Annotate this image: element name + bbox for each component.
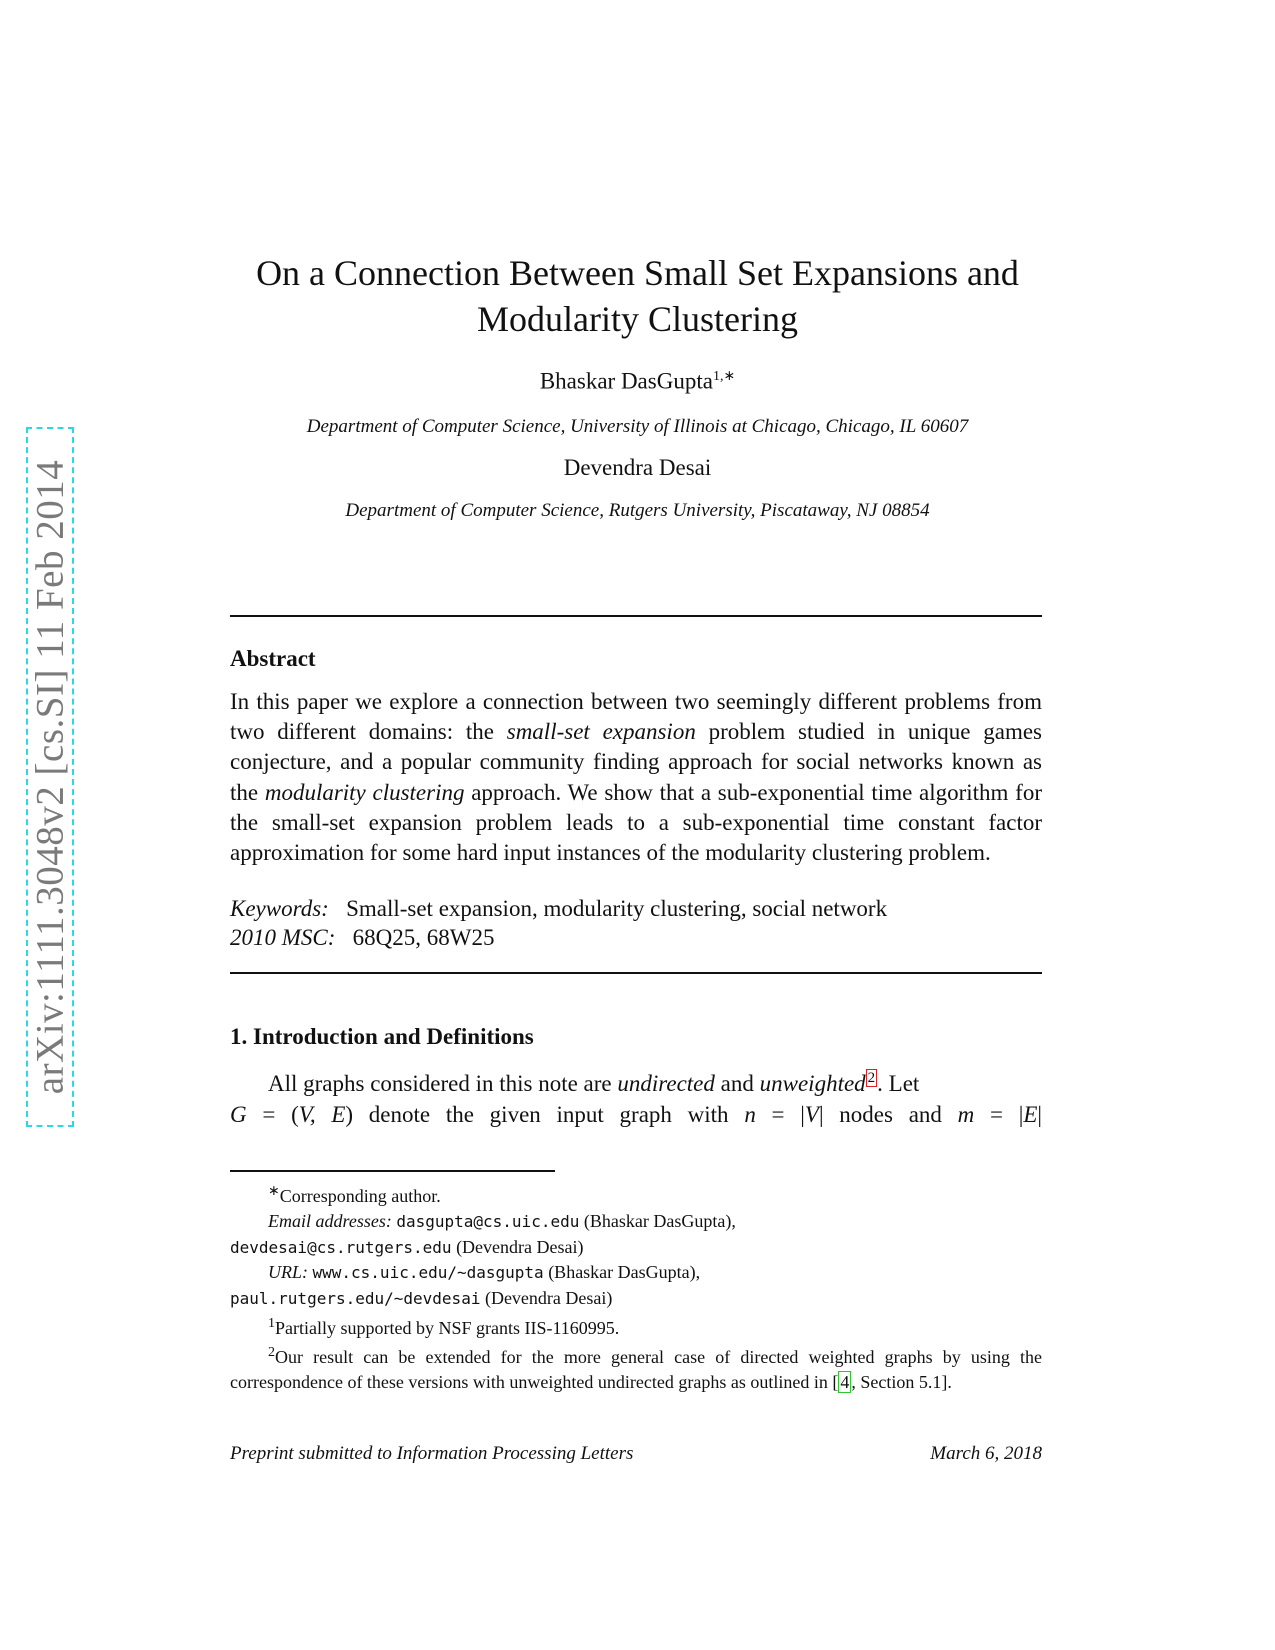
url-1-owner: (Bhaskar DasGupta),	[543, 1262, 701, 1283]
intro-emph-unweighted: unweighted	[759, 1071, 866, 1096]
math-m: m	[957, 1101, 975, 1127]
math-eq-2: = |	[755, 1101, 805, 1127]
footnote-2-mark: 2	[268, 1344, 275, 1360]
page-footer	[230, 1443, 1042, 1465]
intro-text-1: All graphs considered in this note are	[268, 1071, 618, 1096]
footnote-corresponding	[230, 1180, 1042, 1209]
keywords-label: Keywords:	[230, 896, 329, 921]
msc	[230, 925, 1042, 951]
keywords	[230, 896, 1042, 922]
math-V: V	[804, 1101, 819, 1127]
arxiv-identifier: arXiv:1111.3048v2 [cs.SI] 11 Feb 2014	[28, 459, 72, 1095]
intro-text-3: . Let	[877, 1071, 920, 1096]
author-2-affiliation: Department of Computer Science, Rutgers University, Piscataway, NJ 08854	[345, 500, 930, 521]
paper-title	[230, 250, 1045, 342]
abstract-text-3: approach. We show that a sub-exponential time algorithm for the small-set expansion problem leads to a sub-exponential time constant factor approximation for some hard input instances of the modularity clustering problem.	[230, 779, 1042, 866]
url-link-1[interactable]: www.cs.uic.edu/~dasgupta	[312, 1263, 544, 1283]
footnote-1	[230, 1312, 1042, 1341]
footer-date: March 6, 2018	[930, 1443, 1042, 1464]
url-2-owner: (Devendra Desai)	[480, 1288, 613, 1309]
math-E: E	[1023, 1101, 1038, 1127]
abstract-heading: Abstract	[230, 646, 316, 671]
email-1-owner: (Bhaskar DasGupta),	[579, 1210, 736, 1231]
footer-journal: Preprint submitted to Information Processing Letters	[230, 1443, 634, 1464]
footnotes	[230, 1180, 1042, 1394]
citation-4-link[interactable]: 4	[840, 1371, 850, 1392]
math-G: G	[230, 1101, 247, 1127]
footnote-emails-cont	[230, 1235, 1042, 1261]
intro-paragraph	[230, 1069, 1042, 1130]
intro-line-1	[230, 1069, 1042, 1100]
author-1-marks: 1,∗	[712, 369, 736, 384]
footnote-corr-text: Corresponding author.	[279, 1186, 441, 1206]
footnote-urls	[230, 1260, 1042, 1286]
author-2	[230, 455, 1045, 481]
footnote-2-text-end: , Section 5.1].	[851, 1371, 952, 1392]
math-eq-1: = (	[246, 1101, 299, 1127]
abstract-text	[230, 687, 1042, 868]
title-line-1: On a Connection Between Small Set Expansions and	[256, 253, 1019, 293]
abstract-text-2: problem studied in unique games conjecture, and a popular community finding approach for social networks known as the	[230, 719, 1042, 805]
author-1-affiliation: Department of Computer Science, University of Illinois at Chicago, Chicago, IL 60607	[306, 416, 969, 437]
footnote-1-mark: 1	[268, 1315, 275, 1331]
email-link-2[interactable]: devdesai@cs.rutgers.edu	[230, 1237, 452, 1257]
author-1	[230, 368, 1045, 395]
email-link-1[interactable]: dasgupta@cs.uic.edu	[396, 1211, 580, 1231]
footnote-corr-mark: ∗	[268, 1184, 280, 1199]
intro-text-2: and	[714, 1071, 760, 1096]
math-eq-3: = |	[974, 1101, 1024, 1127]
footnote-2	[230, 1341, 1042, 1395]
footnote-1-text: Partially supported by NSF grants IIS-1160995.	[275, 1317, 620, 1338]
section-heading: 1. Introduction and Definitions	[230, 1024, 534, 1049]
url-link-2[interactable]: paul.rutgers.edu/~devdesai	[230, 1289, 481, 1309]
intro-text-4: ) denote the given input graph with	[345, 1101, 745, 1127]
author-1-name: Bhaskar DasGupta	[539, 368, 713, 394]
url-label: URL:	[268, 1262, 308, 1283]
abstract-text-1: In this paper we explore a connection between two seemingly different problems from two different domains: the	[230, 689, 1042, 745]
footnote-rule	[230, 1170, 555, 1172]
author-2-name: Devendra Desai	[563, 455, 712, 480]
email-2-owner: (Devendra Desai)	[451, 1236, 584, 1257]
footnote-2-text: Our result can be extended for the more general case of directed weighted graphs by using the correspondence of these versions with unweighted undirected graphs as outlined in [	[230, 1346, 1042, 1392]
msc-label: 2010 MSC:	[230, 925, 336, 950]
email-label: Email addresses:	[268, 1210, 392, 1231]
abstract-emph-1: small-set expansion	[506, 719, 696, 745]
intro-line-2	[230, 1100, 1042, 1131]
footnote-urls-cont	[230, 1286, 1042, 1312]
math-bar: |	[1037, 1101, 1043, 1127]
msc-value: 68Q25, 68W25	[352, 925, 495, 950]
intro-text-5: | nodes and	[818, 1101, 958, 1127]
keywords-value: Small-set expansion, modularity clustering, social network	[346, 896, 888, 921]
intro-emph-undirected: undirected	[617, 1071, 715, 1096]
arxiv-stamp[interactable]	[26, 427, 74, 1127]
title-line-2: Modularity Clustering	[477, 299, 798, 339]
math-VE: V, E	[298, 1101, 346, 1127]
footnote-emails	[230, 1209, 1042, 1235]
footnote-2-link[interactable]: 2	[867, 1070, 876, 1087]
abstract-bottom-rule	[230, 972, 1042, 974]
math-n: n	[744, 1101, 756, 1127]
abstract-emph-2: modularity clustering	[264, 779, 465, 805]
abstract-top-rule	[230, 615, 1042, 617]
